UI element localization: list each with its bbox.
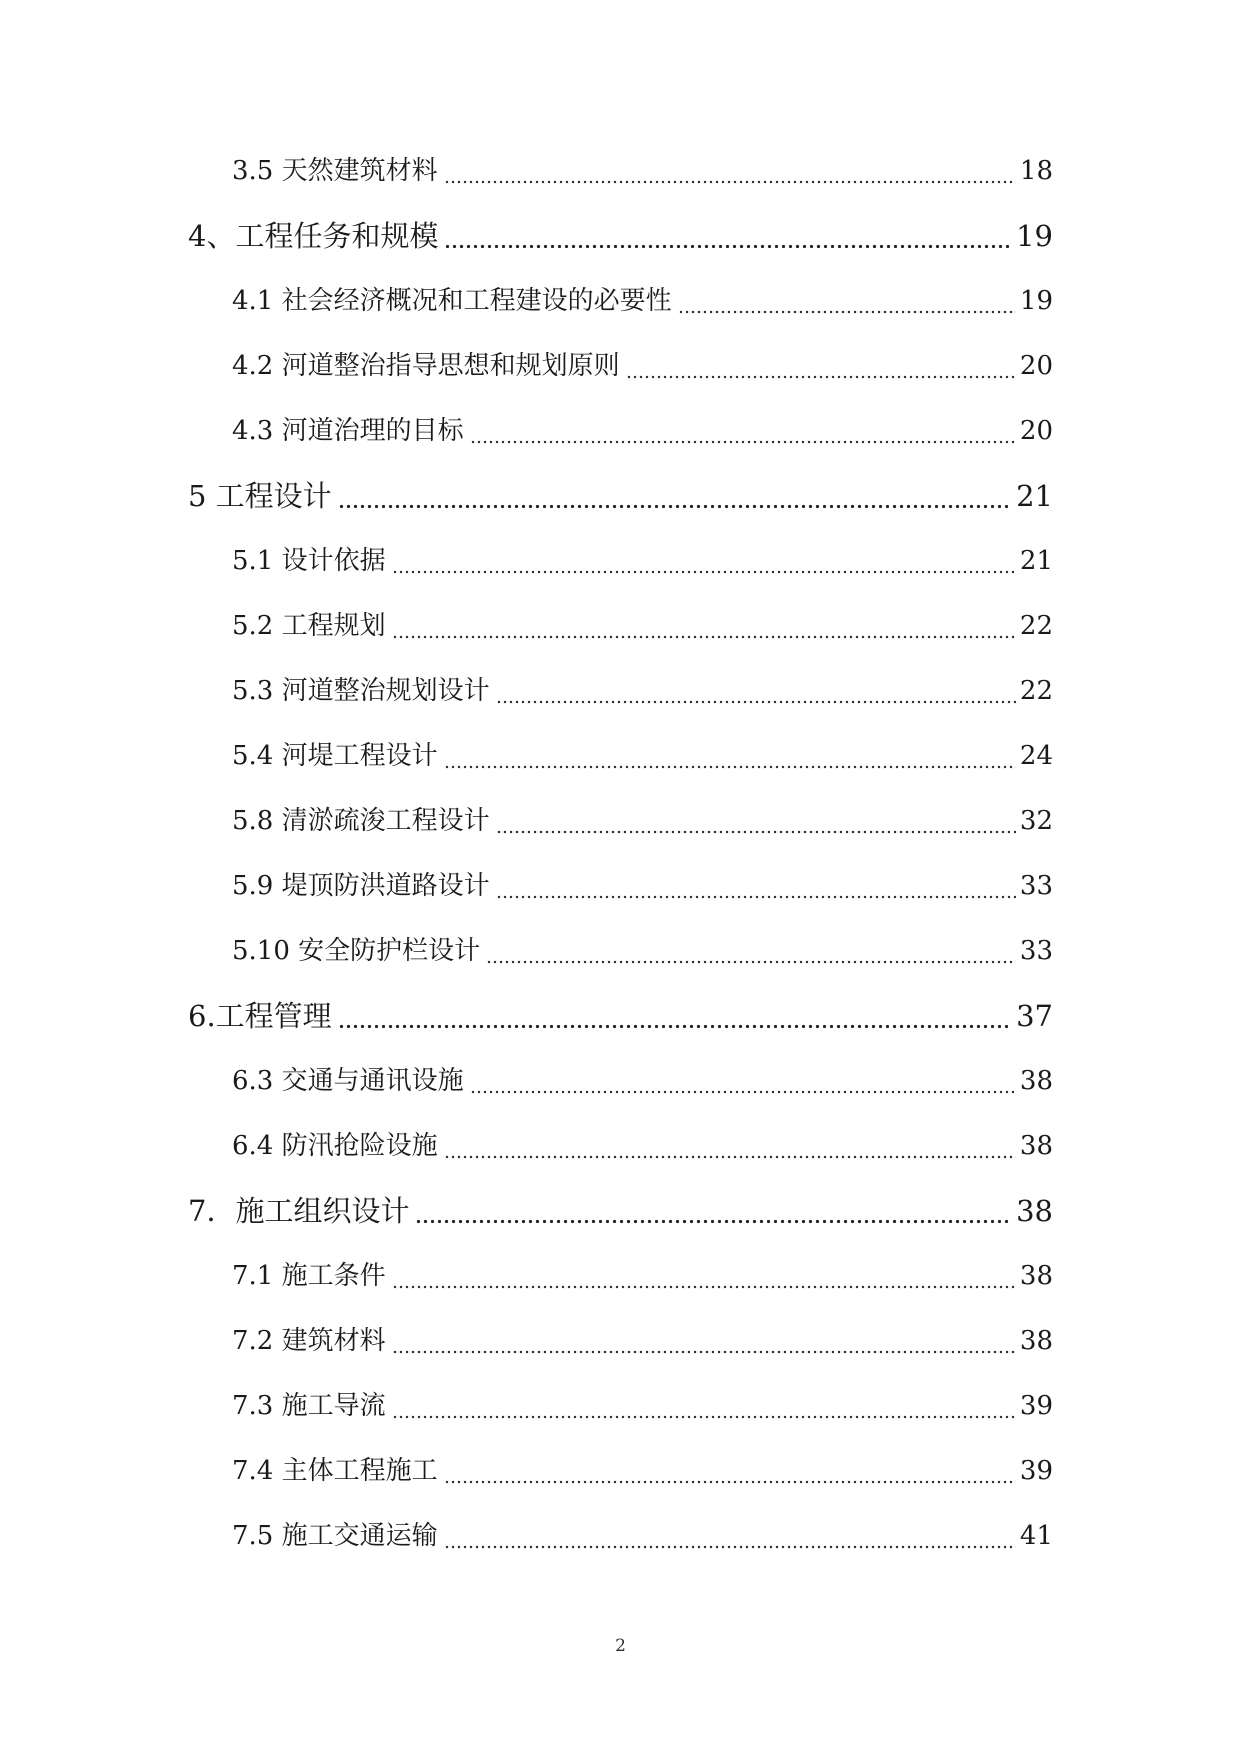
dot-leader [444,219,1012,253]
toc-entry-title: 6.3 交通与通讯设施 [232,1066,464,1096]
dot-leader [444,154,1016,188]
dot-leader [496,804,1016,838]
dot-leader [444,1454,1016,1488]
dot-leader [392,609,1016,643]
dot-leader [392,544,1016,578]
toc-entry[interactable] [0,804,1241,869]
toc-entry-page: 18 [1019,156,1053,186]
dot-leader [415,1194,1012,1228]
toc-entry-page: 38 [1019,1261,1053,1291]
toc-entry-page: 38 [1019,1066,1053,1096]
dot-leader [392,1259,1016,1293]
toc-entry[interactable] [0,934,1241,999]
toc-entry-title: 7.4 主体工程施工 [232,1456,438,1486]
toc-entry-title: 5.9 堤顶防洪道路设计 [232,871,490,901]
toc-entry-title: 6.工程管理 [188,999,332,1033]
toc-entry-title: 7．施工组织设计 [188,1194,410,1228]
toc-entry-page: 37 [1016,999,1053,1033]
toc-entry-page: 32 [1019,806,1053,836]
toc-entry-title: 5 工程设计 [188,479,332,513]
toc-entry[interactable] [0,1129,1241,1194]
toc-entry[interactable] [0,414,1241,479]
toc-chapter[interactable] [0,1194,1241,1259]
toc-entry-page: 22 [1019,676,1053,706]
toc-entry[interactable] [0,1454,1241,1519]
toc-entry[interactable] [0,544,1241,609]
toc-entry-page: 38 [1019,1326,1053,1356]
dot-leader [678,284,1016,318]
dot-leader [444,1129,1016,1163]
toc-entry-page: 24 [1019,741,1053,771]
toc-entry-title: 4.1 社会经济概况和工程建设的必要性 [232,286,672,316]
toc-entry-page: 39 [1019,1391,1053,1421]
toc-entry-page: 38 [1016,1194,1053,1228]
toc-entry[interactable] [0,349,1241,414]
toc-entry-page: 20 [1019,416,1053,446]
toc-entry-page: 38 [1019,1131,1053,1161]
toc-entry[interactable] [0,869,1241,934]
toc-entry-page: 39 [1019,1456,1053,1486]
toc-entry-title: 5.10 安全防护栏设计 [232,936,481,966]
toc-entry[interactable] [0,1324,1241,1389]
toc-entry[interactable] [0,1519,1241,1584]
toc-entry[interactable] [0,154,1241,219]
dot-leader [338,999,1012,1033]
toc-entry-page: 19 [1019,286,1053,316]
table-of-contents [0,154,1241,1584]
toc-entry-title: 7.3 施工导流 [232,1391,386,1421]
toc-entry[interactable] [0,674,1241,739]
toc-entry-title: 7.1 施工条件 [232,1261,386,1291]
dot-leader [496,869,1016,903]
dot-leader [470,1064,1016,1098]
toc-entry-title: 6.4 防汛抢险设施 [232,1131,438,1161]
toc-entry[interactable] [0,609,1241,674]
dot-leader [470,414,1016,448]
dot-leader [392,1324,1016,1358]
toc-entry-title: 5.2 工程规划 [232,611,386,641]
dot-leader [496,674,1016,708]
toc-chapter[interactable] [0,479,1241,544]
toc-entry-page: 33 [1019,871,1053,901]
toc-entry-title: 5.1 设计依据 [232,546,386,576]
toc-entry-title: 5.3 河道整治规划设计 [232,676,490,706]
dot-leader [486,934,1016,968]
dot-leader [444,1519,1016,1553]
dot-leader [392,1389,1016,1423]
toc-entry-page: 33 [1019,936,1053,966]
toc-entry-title: 4、工程任务和规模 [188,219,439,253]
toc-entry-title: 4.2 河道整治指导思想和规划原则 [232,351,620,381]
toc-entry-page: 21 [1016,479,1053,513]
toc-entry-page: 20 [1019,351,1053,381]
toc-entry[interactable] [0,739,1241,804]
toc-entry-title: 4.3 河道治理的目标 [232,416,464,446]
toc-chapter[interactable] [0,999,1241,1064]
toc-entry-title: 5.4 河堤工程设计 [232,741,438,771]
toc-chapter[interactable] [0,219,1241,284]
toc-entry-page: 22 [1019,611,1053,641]
toc-entry[interactable] [0,1389,1241,1454]
toc-entry-page: 21 [1019,546,1053,576]
toc-entry-title: 7.5 施工交通运输 [232,1521,438,1551]
toc-entry[interactable] [0,1259,1241,1324]
page-number: 2 [615,1636,626,1656]
toc-entry-page: 41 [1019,1521,1053,1551]
toc-entry-title: 5.8 清淤疏浚工程设计 [232,806,490,836]
dot-leader [444,739,1016,773]
dot-leader [338,479,1012,513]
toc-entry[interactable] [0,1064,1241,1129]
toc-entry[interactable] [0,284,1241,349]
toc-entry-title: 7.2 建筑材料 [232,1326,386,1356]
toc-entry-title: 3.5 天然建筑材料 [232,156,438,186]
dot-leader [626,349,1016,383]
toc-entry-page: 19 [1016,219,1053,253]
